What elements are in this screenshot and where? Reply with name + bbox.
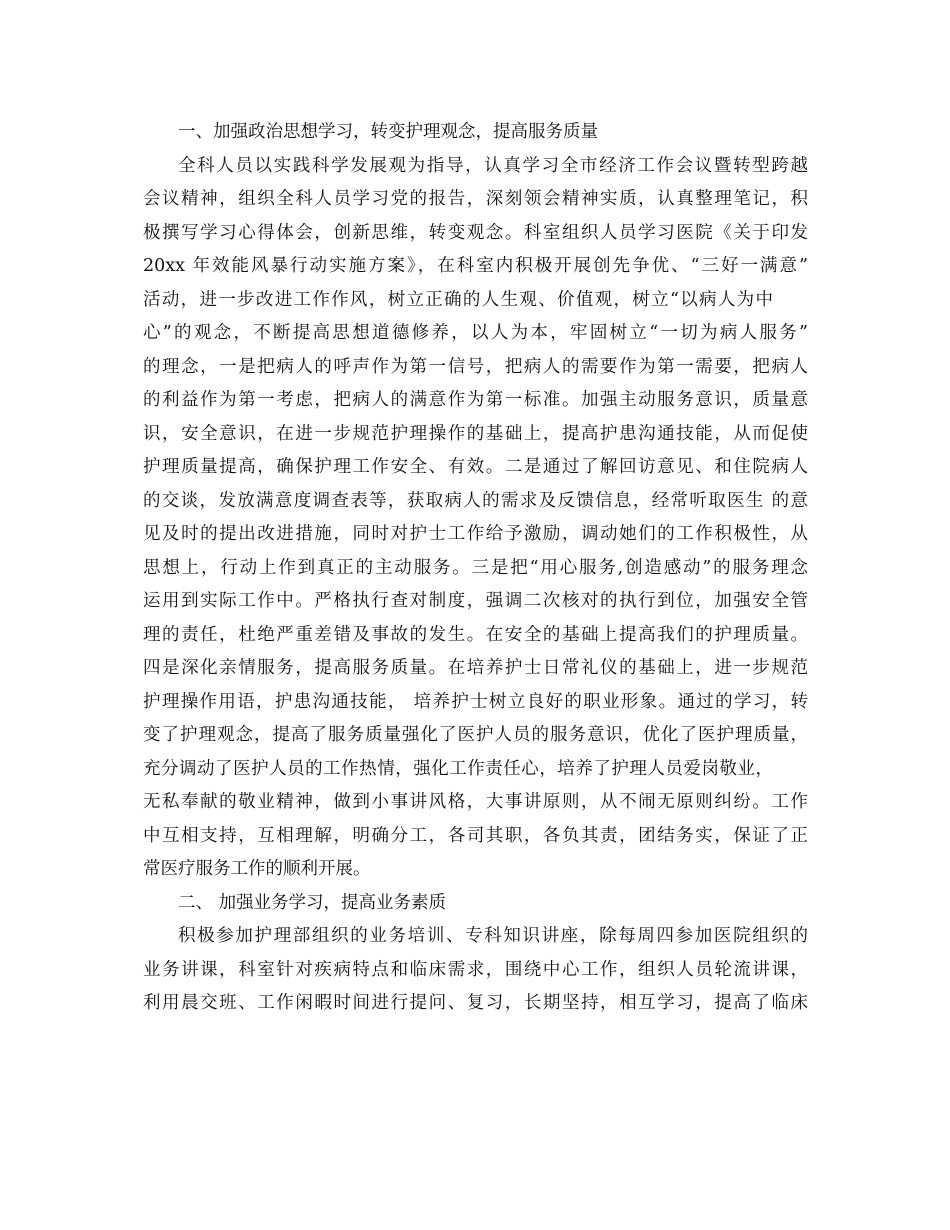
- paragraph-line: 的交谈，发放满意度调查表等，获取病人的需求及反馈信息，经常听取医生 的意: [143, 490, 808, 511]
- paragraph-line: 的利益作为第一考虑，把病人的满意作为第一标准。加强主动服务意识，质量意: [143, 390, 808, 410]
- paragraph-line: 理的责任，杜绝严重差错及事故的发生。在安全的基础上提高我们的护理质量。: [143, 624, 808, 645]
- paragraph-line: 四是深化亲情服务，提高服务质量。在培养护士日常礼仪的基础上，进一步规范: [143, 658, 808, 678]
- paragraph-line: 护理质量提高，确保护理工作安全、有效。二是通过了解回访意见、和住院病人: [143, 457, 808, 477]
- paragraph-line: 识，安全意识，在进一步规范护理操作的基础上，提高护患沟通技能，从而促使: [143, 423, 808, 444]
- paragraph-line: 无私奉献的敬业精神，做到小事讲风格，大事讲原则，从不闹无原则纠纷。工作: [143, 792, 808, 812]
- paragraph-line: 见及时的提出改进措施，同时对护士工作给予激励，调动她们的工作积极性，从: [143, 524, 808, 544]
- paragraph-line: 全科人员以实践科学发展观为指导，认真学习全市经济工作会议暨转型跨越: [178, 155, 808, 176]
- paragraph-line: 变了护理观念，提高了服务质量强化了医护人员的服务意识，优化了医护理质量，: [143, 725, 808, 745]
- document-body: [143, 116, 808, 1021]
- paragraph-line: 业务讲课，科室针对疾病特点和临床需求，围绕中心工作，组织人员轮流讲课，: [143, 959, 808, 980]
- paragraph-line: 20xx 年效能风暴行动实施方案》，在科室内积极开展创先争优、“三好一满意”: [143, 256, 808, 276]
- paragraph-line: 利用晨交班、工作闲暇时间进行提问、复习，长期坚持，相互学习，提高了临床: [143, 993, 808, 1013]
- paragraph-line: 积极参加护理部组织的业务培训、专科知识讲座，除每周四参加医院组织的: [178, 926, 808, 946]
- paragraph-line: 思想上，行动上作到真正的主动服务。三是把“用心服务,创造感动”的服务理念: [143, 557, 808, 578]
- section-1-paragraph: [143, 150, 808, 887]
- paragraph-line: 运用到实际工作中。严格执行查对制度，强调二次核对的执行到位，加强安全管: [143, 591, 808, 611]
- paragraph-line: 中互相支持，互相理解，明确分工，各司其职，各负其责，团结务实，保证了正: [143, 825, 808, 846]
- paragraph-line: 极撰写学习心得体会，创新思维，转变观念。科室组织人员学习医院《关于印发: [143, 222, 808, 243]
- paragraph-line: 活动，进一步改进工作作风，树立正确的人生观、价值观，树立“以病人为中: [143, 289, 773, 310]
- section-2-heading: 二、 加强业务学习，提高业务素质: [178, 892, 447, 913]
- paragraph-line: 常医疗服务工作的顺利开展。: [143, 859, 371, 879]
- paragraph-line: 的理念，一是把病人的呼声作为第一信号，把病人的需要作为第一需要，把病人: [143, 356, 808, 377]
- paragraph-line: 充分调动了医护人员的工作热情，强化工作责任心，培养了护理人员爱岗敬业，: [143, 758, 773, 779]
- paragraph-line: 心”的观念，不断提高思想道德修养，以人为本，牢固树立“一切为病人服务”: [143, 323, 808, 343]
- section-1-heading: 一、加强政治思想学习，转变护理观念，提高服务质量: [178, 122, 598, 142]
- paragraph-line: 会议精神，组织全科人员学习党的报告，深刻领会精神实质，认真整理笔记，积: [143, 189, 808, 209]
- section-2-paragraph: [143, 920, 808, 1021]
- paragraph-line: 护理操作用语，护患沟通技能， 培养护士树立良好的职业形象。通过的学习，转: [143, 691, 808, 712]
